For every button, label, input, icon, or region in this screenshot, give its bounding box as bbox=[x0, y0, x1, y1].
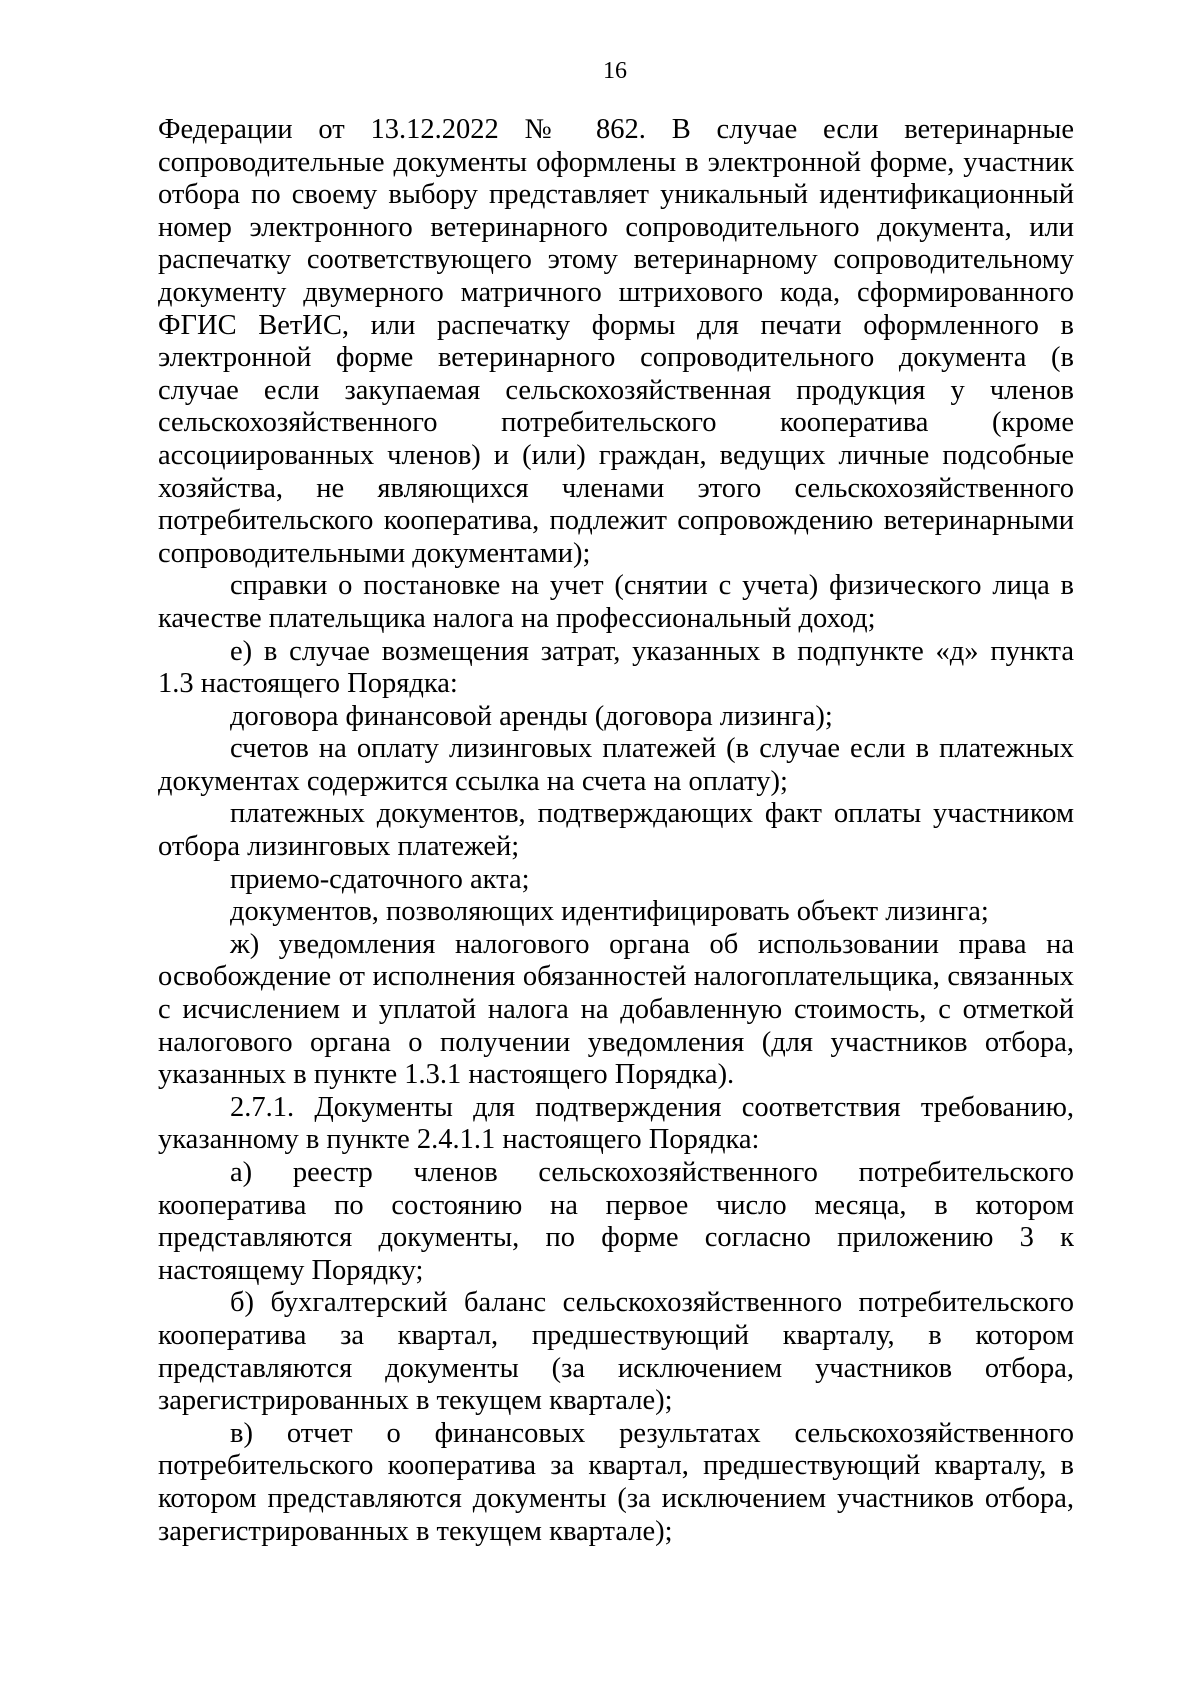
paragraph-payment-documents: платежных документов, подтверждающих факт оплаты участником отбора лизинговых платежей; bbox=[158, 798, 1074, 863]
paragraph-item-e: е) в случае возмещения затрат, указанных в подпункте «д» пункта 1.3 настоящего Порядка: bbox=[158, 635, 1074, 700]
paragraph-acceptance-act: приемо-сдаточного акта; bbox=[230, 863, 530, 895]
paragraph-item-zh: ж) уведомления налогового органа об использовании права на освобождение от исполнения обязанностей налогоплательщика, связанных с исчислением и уплатой налога на добавленную стоимость, с отметкой налогового органа о получении уведомления (для участников отбора, указанных в пункте 1.3.1 настоящего Порядка). bbox=[158, 928, 1074, 1091]
paragraph-leasing-invoices: счетов на оплату лизинговых платежей (в случае если в платежных документах содержится ссылка на счета на оплату); bbox=[158, 733, 1074, 797]
paragraph-continuation: Федерации от 13.12.2022 № 862. В случае если ветеринарные сопроводительные документы оформлены в электронной форме, участник отбора по своему выбору представляет уникальный идентификационный номер электронного ветеринарного сопроводительного документа, или распечатку соответствующего этому ветеринарному сопроводительному документу двумерного матричного штрихового кода, сформированного ФГИС ВетИС, или распечатку формы для печати оформленного в электронной форме ветеринарного сопроводительного документа (в случае если закупаемая сельскохозяйственная продукция у членов сельскохозяйственного потребительского кооператива (кроме ассоциированных членов) и (или) граждан, ведущих личные подсобные хозяйства, не являющихся членами этого сельскохозяйственного потребительского кооператива, подлежит сопровождению ветеринарными сопроводительными документами); bbox=[158, 114, 1074, 569]
paragraph-self-employed-certificate: справки о постановке на учет (снятии с учета) физического лица в качестве плательщика налога на профессиональный доход; bbox=[158, 570, 1074, 634]
paragraph-item-b: б) бухгалтерский баланс сельскохозяйственного потребительского кооператива за квартал, предшествующий кварталу, в котором представляются документы (за исключением участников отбора, зарегистрированных в текущем квартале); bbox=[158, 1287, 1074, 1417]
paragraph-leasing-object-docs: документов, позволяющих идентифицировать объект лизинга; bbox=[230, 896, 989, 928]
paragraph-section-2-7-1: 2.7.1. Документы для подтверждения соответствия требованию, указанному в пункте 2.4.1.1 настоящего Порядка: bbox=[158, 1091, 1074, 1156]
page-number: 16 bbox=[603, 58, 627, 84]
paragraph-leasing-contract: договора финансовой аренды (договора лизинга); bbox=[230, 700, 833, 732]
document-body bbox=[158, 114, 1074, 1548]
paragraph-item-v: в) отчет о финансовых результатах сельскохозяйственного потребительского кооператива за квартал, предшествующий кварталу, в котором представляются документы (за исключением участников отбора, зарегистрированных в текущем квартале); bbox=[158, 1417, 1074, 1547]
paragraph-item-a: а) реестр членов сельскохозяйственного потребительского кооператива по состоянию на первое число месяца, в котором представляются документы, по форме согласно приложению 3 к настоящему Порядку; bbox=[158, 1157, 1074, 1286]
